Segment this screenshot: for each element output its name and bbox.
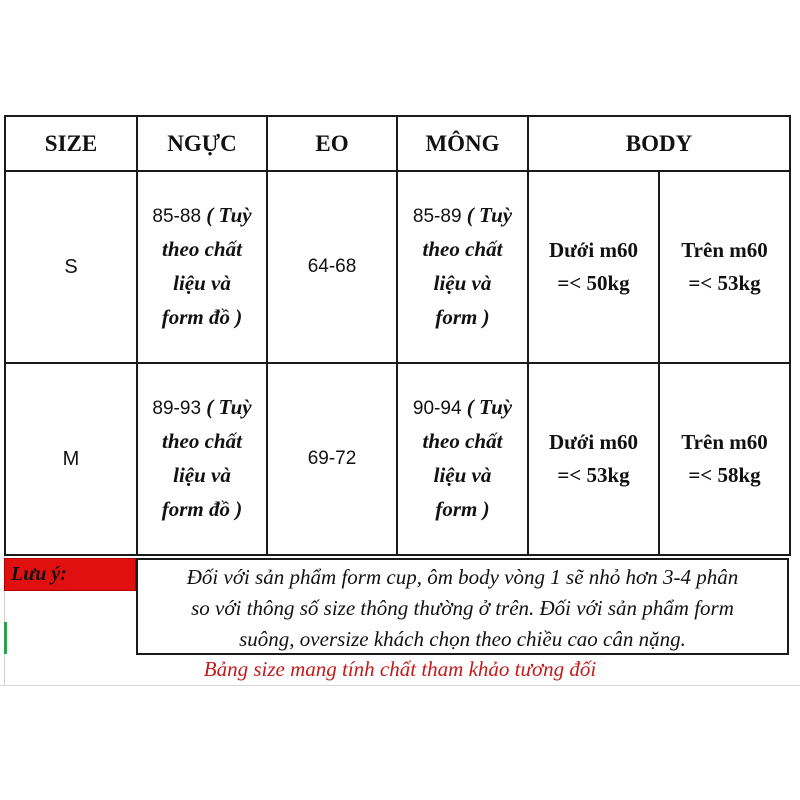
- header-size: SIZE: [5, 116, 137, 171]
- header-eo: EO: [267, 116, 397, 171]
- nguc-cell: [137, 363, 267, 555]
- body-over-height: Trên m60: [681, 238, 768, 262]
- note-text: [136, 558, 789, 655]
- nguc-note: ( Tuỳ: [201, 395, 252, 419]
- table-row: [5, 171, 790, 363]
- body-over-weight: =< 58kg: [688, 463, 761, 487]
- note-label: [4, 558, 136, 591]
- mong-note: liệu và: [433, 463, 492, 487]
- header-mong: MÔNG: [397, 116, 528, 171]
- mong-cell: [397, 363, 528, 555]
- note-line: suông, oversize khách chọn theo chiều cao cân nặng.: [239, 627, 686, 651]
- mong-range: 85-89: [412, 206, 462, 227]
- size-cell: M: [5, 363, 137, 555]
- mong-note: form ): [435, 497, 490, 521]
- body-over-weight: =< 53kg: [688, 271, 761, 295]
- body-under-weight: =< 53kg: [557, 463, 630, 487]
- nguc-note: ( Tuỳ: [201, 203, 252, 227]
- header-row: [5, 116, 790, 171]
- body-under-weight: =< 50kg: [557, 271, 630, 295]
- header-nguc: NGỰC: [137, 116, 267, 171]
- eo-cell: 69-72: [267, 363, 397, 555]
- nguc-note: form đồ ): [161, 305, 243, 329]
- nguc-range: 89-93: [152, 398, 202, 419]
- table-row: [5, 363, 790, 555]
- mong-note: theo chất: [422, 237, 503, 261]
- note-line: so với thông số size thông thường ở trên. Đối với sản phẩm form: [191, 596, 734, 620]
- mong-note: form ): [435, 305, 490, 329]
- mong-cell: [397, 171, 528, 363]
- nguc-note: theo chất: [162, 237, 242, 261]
- mong-note: ( Tuỳ: [461, 203, 513, 227]
- size-table: [4, 115, 791, 556]
- note-line: Đối với sản phẩm form cup, ôm body vòng 1 sẽ nhỏ hơn 3-4 phân: [186, 565, 739, 589]
- body-under-cell: [528, 171, 659, 363]
- selection-marker: [4, 622, 7, 654]
- spreadsheet-row-line: [0, 685, 800, 686]
- body-over-cell: [659, 363, 790, 555]
- nguc-note: liệu và: [173, 463, 231, 487]
- body-under-height: Dưới m60: [549, 238, 638, 262]
- nguc-note: liệu và: [173, 271, 231, 295]
- body-over-cell: [659, 171, 790, 363]
- nguc-note: theo chất: [162, 429, 242, 453]
- mong-note: theo chất: [422, 429, 503, 453]
- header-body: BODY: [528, 116, 790, 171]
- note-label-text: Lưu ý:: [11, 563, 67, 585]
- mong-note: ( Tuỳ: [461, 395, 513, 419]
- nguc-note: form đồ ): [161, 497, 243, 521]
- nguc-range: 85-88: [152, 206, 202, 227]
- mong-note: liệu và: [433, 271, 492, 295]
- body-under-cell: [528, 363, 659, 555]
- size-cell: S: [5, 171, 137, 363]
- footnote: Bảng size mang tính chất tham khảo tương đối: [203, 657, 597, 681]
- nguc-cell: [137, 171, 267, 363]
- mong-range: 90-94: [412, 398, 462, 419]
- body-under-height: Dưới m60: [549, 430, 638, 454]
- body-over-height: Trên m60: [681, 430, 768, 454]
- eo-cell: 64-68: [267, 171, 397, 363]
